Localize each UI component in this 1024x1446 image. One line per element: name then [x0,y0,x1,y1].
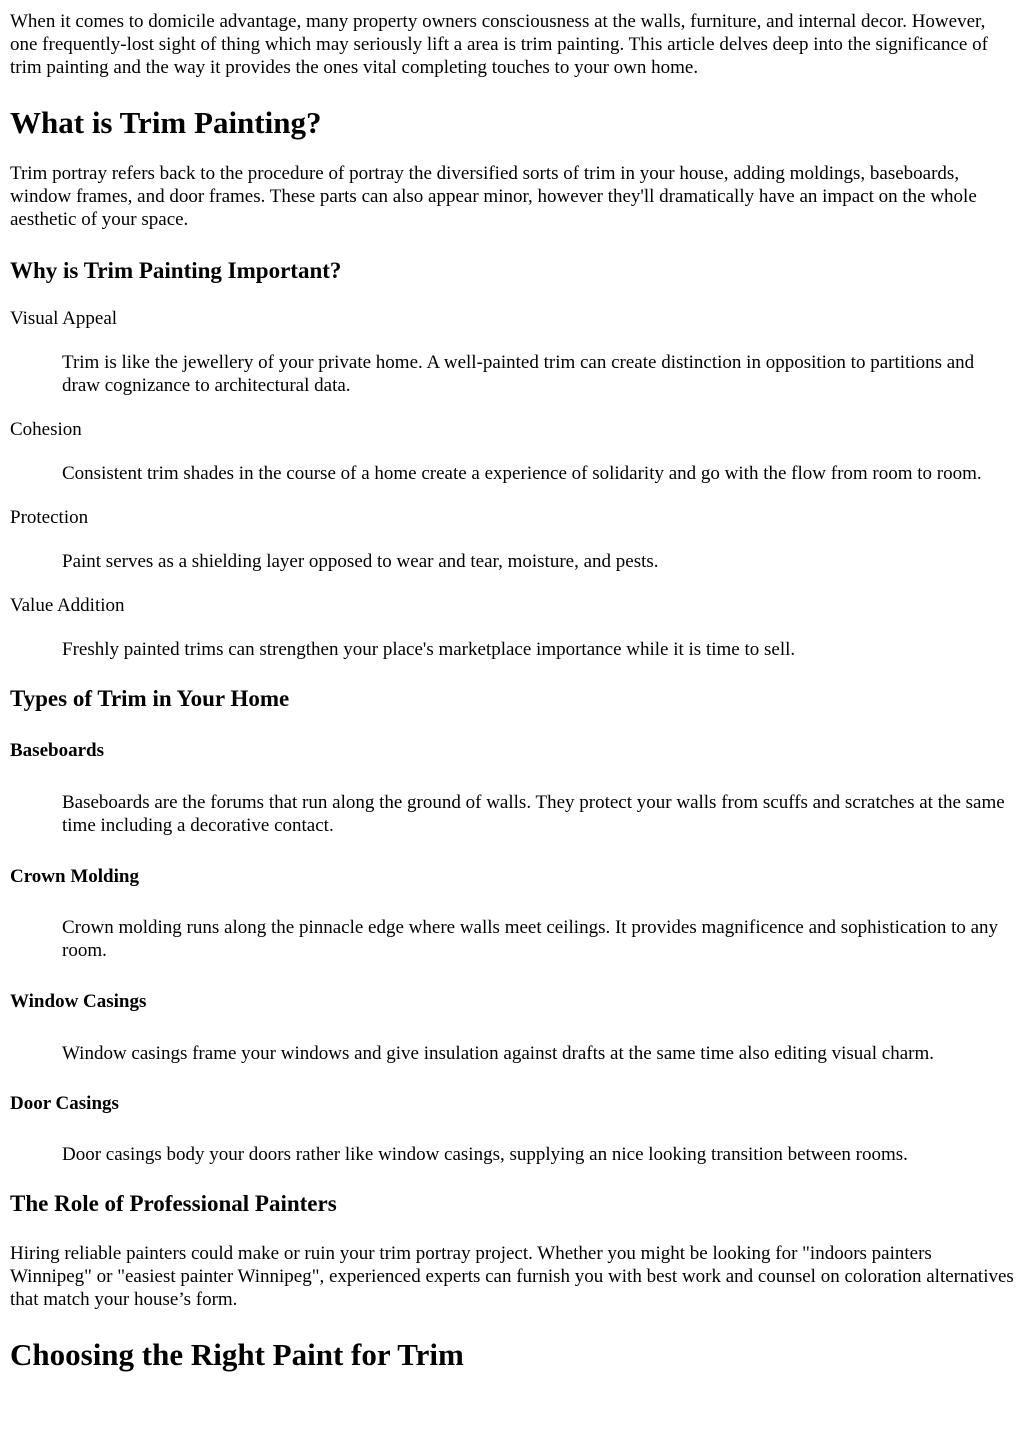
heading-door-casings: Door Casings [10,1093,119,1114]
heading-role-of-professional-painters: The Role of Professional Painters [10,1191,337,1216]
crown-molding-paragraph: Crown molding runs along the pinnacle edge where walls meet ceilings. It provides magnificence and sophistication to any room. [62,917,999,961]
heading-types-of-trim: Types of Trim in Your Home [10,686,290,711]
desc-value-addition: Freshly painted trims can strengthen your place's marketplace importance while it is time to sell. [62,639,796,660]
door-casings-paragraph: Door casings body your doors rather like window casings, supplying an nice looking transition between rooms. [62,1144,908,1165]
term-protection: Protection [10,507,89,528]
heading-window-casings: Window Casings [10,991,147,1012]
term-value-addition: Value Addition [10,595,125,616]
window-casings-paragraph: Window casings frame your windows and give insulation against drafts at the same time also editing visual charm. [62,1043,934,1064]
heading-baseboards: Baseboards [10,740,104,761]
desc-protection: Paint serves as a shielding layer opposed to wear and tear, moisture, and pests. [62,551,659,572]
desc-cohesion: Consistent trim shades in the course of a home create a experience of solidarity and go with the flow from room to room. [62,463,982,484]
term-cohesion: Cohesion [10,419,82,440]
heading-what-is-trim-painting: What is Trim Painting? [10,105,322,140]
intro-paragraph: When it comes to domicile advantage, many property owners consciousness at the walls, furniture, and internal decor. However, one frequently-lost sight of thing which may seriously lift a area is trim painting. This article delves deep into the significance of trim painting and the way it provides the ones vital completing touches to your own home. [10,11,988,78]
role-paragraph: Hiring reliable painters could make or ruin your trim portray project. Whether you might be looking for "indoors painters Winnipeg" or "easiest painter Winnipeg", experienced experts can furnish you with best work and counsel on coloration alternatives that match your house’s form. [10,1243,1014,1310]
term-visual-appeal: Visual Appeal [10,308,118,329]
heading-why-important: Why is Trim Painting Important? [10,258,342,283]
importance-list [10,307,1014,661]
heading-crown-molding: Crown Molding [10,866,139,887]
desc-visual-appeal: Trim is like the jewellery of your private home. A well-painted trim can create distinction in opposition to partitions and draw cognizance to architectural data. [62,352,975,396]
what-is-paragraph: Trim portray refers back to the procedure of portray the diversified sorts of trim in your house, adding moldings, baseboards, window frames, and door frames. These parts can also appear minor, however they'll dramatically have an impact on the whole aesthetic of your space. [10,163,977,230]
baseboards-paragraph: Baseboards are the forums that run along the ground of walls. They protect your walls from scuffs and scratches at the same time including a decorative contact. [62,792,1005,836]
heading-choosing-right-paint: Choosing the Right Paint for Trim [10,1337,464,1372]
